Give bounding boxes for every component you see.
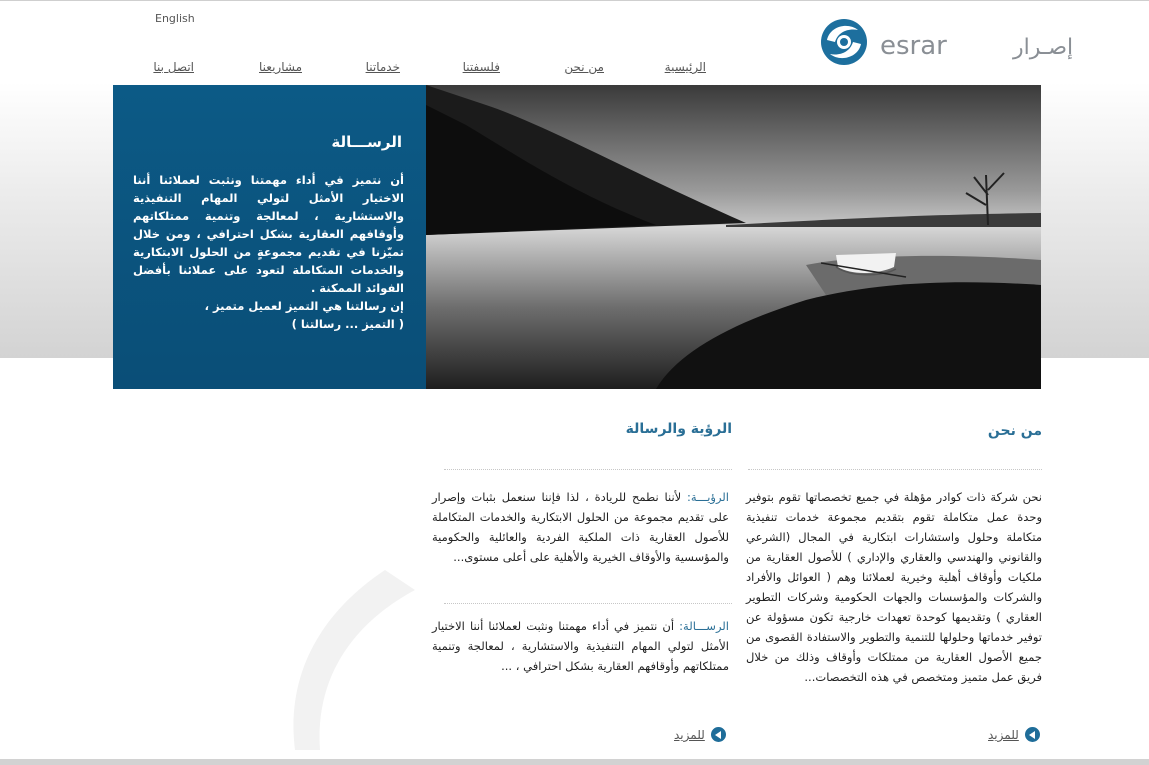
mission-label: الرســـالة: xyxy=(679,619,729,633)
vision-divider xyxy=(444,469,732,470)
top-border xyxy=(0,0,1149,1)
logo-mark-icon xyxy=(821,19,867,65)
about-more-link[interactable] xyxy=(988,727,1040,742)
mission-text xyxy=(432,616,729,676)
nav-item-projects[interactable]: مشاريعنا xyxy=(259,60,302,74)
vision-body: لأننا نطمح للريادة ، لذا فإننا سنعمل بثبات وإصرار على تقديم مجموعة من الحلول الابتكارية والخدمات المتكاملة للأصول العقارية ذات الملكية الفردية والعائلية والحكومية والمؤسسية والأوقاف الخيرية والأهلية على أعلى مستوى... xyxy=(432,490,729,564)
nav-item-services[interactable]: خدماتنا xyxy=(365,60,400,74)
vision-more-link[interactable] xyxy=(674,727,726,742)
vision-more-label: للمزيد xyxy=(674,727,705,742)
about-title: من نحن xyxy=(987,423,1042,439)
nav-item-home[interactable]: الرئيسية xyxy=(664,60,706,74)
hero-title: الرســـالة xyxy=(331,133,402,151)
mission-divider xyxy=(444,603,732,604)
hero-body-line3: ( التميز ... رسالتنا ) xyxy=(291,317,404,331)
logo[interactable] xyxy=(818,16,1074,68)
about-divider xyxy=(748,469,1042,470)
language-switch-link[interactable]: English xyxy=(155,12,195,25)
nav-item-about[interactable]: من نحن xyxy=(564,60,604,74)
arrow-left-icon xyxy=(1025,727,1040,742)
logo-latin-text: esrar xyxy=(880,31,947,61)
hero-lake-boat-image xyxy=(426,85,1041,389)
about-text: نحن شركة ذات كوادر مؤهلة في جميع تخصصاتها تقوم بتوفير وحدة عمل متكاملة تقوم بتقديم مجموعة خدمات تنفيذية متكاملة وحلول واستشارات ابتكارية في المجال (الشرعي والقانوني والهندسي والعقاري والإداري ) للأصول العقارية من ملكيات وأوقاف أهلية وخيرية لعملائنا وهم ( العوائل والأفراد والشركات والمؤسسات والجهات الحكومية وشركات التطوير العقاري ) وتقديمها كوحدة تعهدات خارجية تكون مسؤولة عن توفير خدماتها وحلولها للتنمية والتطوير والاستفادة القصوى من جميع الأصول العقارية من ممتلكات وأوقاف وذلك من خلال فريق عمل متميز ومتخصص في هذه التخصصات... xyxy=(746,490,1042,684)
about-more-label: للمزيد xyxy=(988,727,1019,742)
hero-body xyxy=(133,171,404,333)
arrow-left-icon xyxy=(711,727,726,742)
vision-label: الرؤيـــة: xyxy=(687,490,729,504)
footer-bar xyxy=(0,759,1149,765)
hero-body-text: أن نتميز في أداء مهمتنا ونثبت لعملائنا أننا الاختيار الأمثل لتولي المهام التنفيذية والاستشارية ، لمعالجة وتنمية ممتلكاتهم وأوقافهم العقارية بشكل احترافي ، ومن خلال تميّزنا في تقديم مجموعةٍ من الحلول الابتكارية والخدمات المتكاملة لتعود على عملائنا بأفضل الفوائد الممكنة . xyxy=(133,173,404,295)
hero-body-line2: إن رسالتنا هي التميز لعميل متميز ، xyxy=(204,299,404,313)
nav-item-contact[interactable]: اتصل بنا xyxy=(153,60,194,74)
logo-arabic-text: إصـرار xyxy=(1013,35,1074,60)
vision-title: الرؤية والرسالة xyxy=(625,421,732,437)
nav-item-philosophy[interactable]: فلسفتنا xyxy=(462,60,500,74)
vision-text xyxy=(432,487,729,567)
hero-mission-panel xyxy=(113,85,426,389)
main-nav xyxy=(150,60,710,80)
mission-body: أن نتميز في أداء مهمتنا ونثبت لعملائنا أننا الاختيار الأمثل لتولي المهام التنفيذية والاستشارية ، لمعالجة وتنمية ممتلكاتهم وأوقافهم العقارية بشكل احترافي ، ... xyxy=(432,619,729,673)
